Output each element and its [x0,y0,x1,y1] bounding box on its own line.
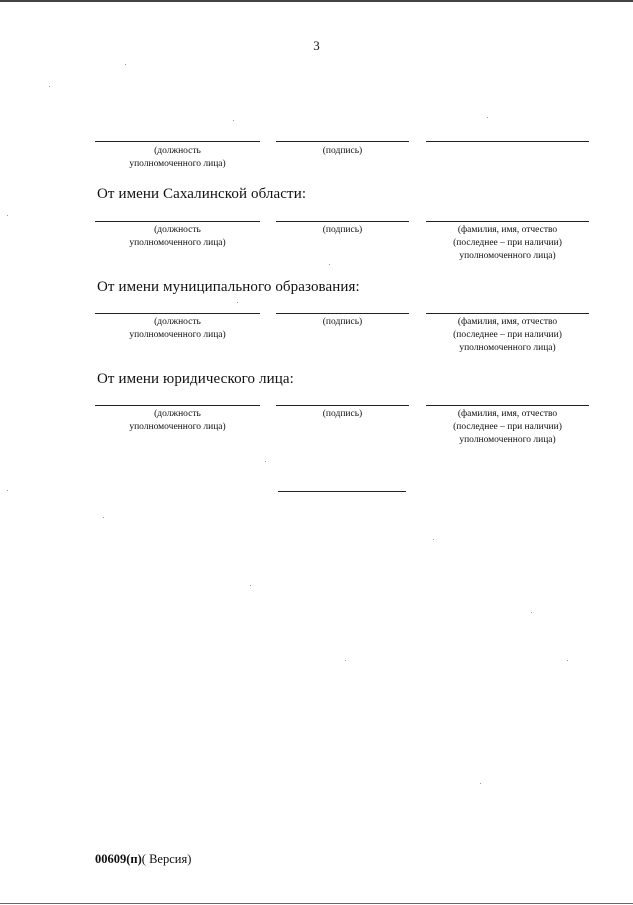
fullname-signature-line [426,313,589,314]
document-footer [95,852,191,867]
signature-caption: (подпись) [322,225,363,235]
position-signature-line [95,221,260,222]
fullname-caption: (фамилия, имя, отчество (последнее – при наличии) уполномоченного лица) [453,409,562,445]
scan-bottom-edge [0,903,633,904]
scan-speck [49,86,50,87]
scan-speck [531,612,532,613]
fullname-signature-line [426,141,589,142]
position-caption [95,145,260,171]
scan-speck [125,64,126,65]
scan-speck [265,461,266,462]
section-heading-legal-entity: От имени юридического лица: [97,371,294,387]
scan-speck [250,585,251,586]
page-number: 3 [313,38,320,53]
scan-speck [329,264,330,265]
scan-speck [480,783,481,784]
fullname-caption: (фамилия, имя, отчество (последнее – при наличии) уполномоченного лица) [453,225,562,261]
position-signature-line [95,313,260,314]
scan-speck [103,517,104,518]
scan-speck [233,120,234,121]
signature-caption: (подпись) [322,317,363,327]
scan-speck [237,302,238,303]
scan-speck [7,215,8,216]
section-heading-sakhalin: От имени Сахалинской области: [97,186,307,202]
position-signature-line [95,141,260,142]
fullname-signature-line [426,405,589,406]
signature-line [276,141,409,142]
closing-line [278,491,406,492]
fullname-caption: (фамилия, имя, отчество (последнее – при наличии) уполномоченного лица) [453,317,562,353]
position-caption: (должность уполномоченного лица) [129,409,226,432]
fullname-signature-line [426,221,589,222]
scan-top-edge [0,0,633,2]
section-heading-municipal: От имени муниципального образования: [97,279,360,295]
signature-line [276,221,409,222]
signature-caption: (подпись) [322,409,363,419]
scan-speck [567,660,568,661]
position-caption: (должность уполномоченного лица) [129,225,226,248]
scan-speck [487,117,488,118]
document-code: 00609(п) [95,852,142,866]
signature-line [276,405,409,406]
document-version: ( Версия) [141,852,192,866]
position-caption-text: (должность уполномоченного лица) [129,146,226,169]
signature-caption: (подпись) [322,146,363,156]
signature-line [276,313,409,314]
scan-speck [433,539,434,540]
position-caption: (должность уполномоченного лица) [129,317,226,340]
position-signature-line [95,405,260,406]
scan-speck [345,660,346,661]
scan-speck [7,490,8,491]
